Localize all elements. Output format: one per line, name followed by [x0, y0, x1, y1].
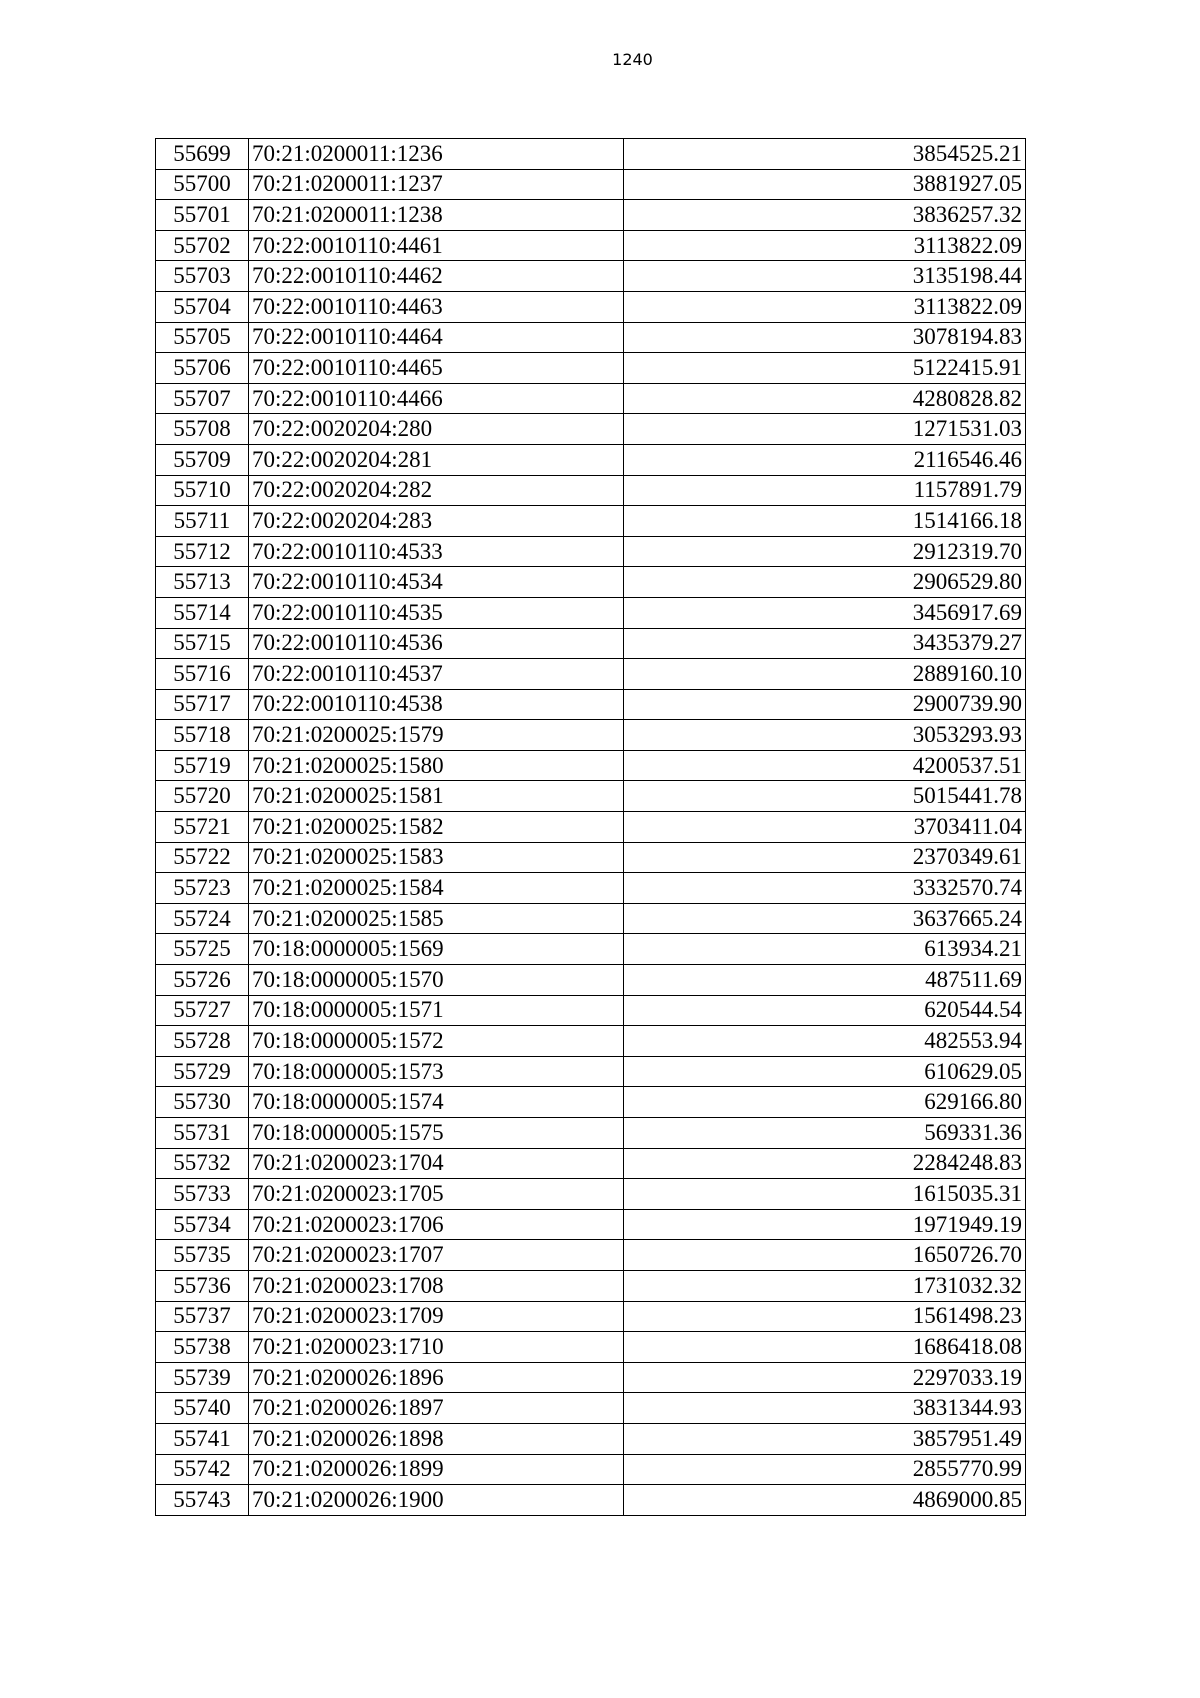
row-number-cell: 55735 — [156, 1240, 249, 1271]
row-number-cell: 55739 — [156, 1362, 249, 1393]
cadastral-number-cell: 70:21:0200025:1579 — [248, 720, 623, 751]
row-number-cell: 55725 — [156, 934, 249, 965]
table-row — [156, 169, 1026, 200]
cadastral-value-cell: 3053293.93 — [623, 720, 1025, 751]
cadastral-value-cell: 1971949.19 — [623, 1209, 1025, 1240]
cadastral-number-cell: 70:21:0200026:1898 — [248, 1423, 623, 1454]
row-number-cell: 55713 — [156, 567, 249, 598]
table-row — [156, 1240, 1026, 1271]
row-number-cell: 55731 — [156, 1118, 249, 1149]
cadastral-value-cell: 3435379.27 — [623, 628, 1025, 659]
cadastral-value-cell: 3637665.24 — [623, 903, 1025, 934]
table-row — [156, 536, 1026, 567]
table-row — [156, 1087, 1026, 1118]
cadastral-value-cell: 3113822.09 — [623, 291, 1025, 322]
table-row — [156, 506, 1026, 537]
cadastral-value-cell: 2889160.10 — [623, 659, 1025, 690]
table-row — [156, 1026, 1026, 1057]
cadastral-number-cell: 70:21:0200011:1237 — [248, 169, 623, 200]
cadastral-value-cell: 2906529.80 — [623, 567, 1025, 598]
row-number-cell: 55704 — [156, 291, 249, 322]
cadastral-number-cell: 70:18:0000005:1573 — [248, 1056, 623, 1087]
cadastral-number-cell: 70:21:0200025:1580 — [248, 750, 623, 781]
row-number-cell: 55726 — [156, 965, 249, 996]
cadastral-value-cell: 3854525.21 — [623, 139, 1025, 170]
cadastral-number-cell: 70:18:0000005:1574 — [248, 1087, 623, 1118]
page-number: 1240 — [612, 50, 653, 69]
cadastral-value-cell: 3857951.49 — [623, 1423, 1025, 1454]
table-row — [156, 353, 1026, 384]
cadastral-value-cell: 1650726.70 — [623, 1240, 1025, 1271]
cadastral-value-cell: 2370349.61 — [623, 842, 1025, 873]
cadastral-number-cell: 70:21:0200025:1582 — [248, 812, 623, 843]
cadastral-value-cell: 1271531.03 — [623, 414, 1025, 445]
table-row — [156, 1148, 1026, 1179]
row-number-cell: 55736 — [156, 1270, 249, 1301]
table-row — [156, 1209, 1026, 1240]
row-number-cell: 55705 — [156, 322, 249, 353]
row-number-cell: 55720 — [156, 781, 249, 812]
row-number-cell: 55734 — [156, 1209, 249, 1240]
cadastral-number-cell: 70:21:0200023:1709 — [248, 1301, 623, 1332]
row-number-cell: 55741 — [156, 1423, 249, 1454]
cadastral-number-cell: 70:22:0010110:4537 — [248, 659, 623, 690]
row-number-cell: 55700 — [156, 169, 249, 200]
cadastral-number-cell: 70:21:0200011:1238 — [248, 200, 623, 231]
cadastral-number-cell: 70:22:0010110:4466 — [248, 383, 623, 414]
row-number-cell: 55737 — [156, 1301, 249, 1332]
cadastral-value-cell: 2116546.46 — [623, 444, 1025, 475]
table-row — [156, 628, 1026, 659]
row-number-cell: 55732 — [156, 1148, 249, 1179]
cadastral-number-cell: 70:22:0010110:4463 — [248, 291, 623, 322]
table-row — [156, 1270, 1026, 1301]
cadastral-value-cell: 1514166.18 — [623, 506, 1025, 537]
row-number-cell: 55701 — [156, 200, 249, 231]
table-row — [156, 322, 1026, 353]
cadastral-value-cell: 629166.80 — [623, 1087, 1025, 1118]
cadastral-value-cell: 3456917.69 — [623, 597, 1025, 628]
cadastral-number-cell: 70:21:0200026:1896 — [248, 1362, 623, 1393]
cadastral-value-cell: 569331.36 — [623, 1118, 1025, 1149]
row-number-cell: 55706 — [156, 353, 249, 384]
cadastral-number-cell: 70:22:0010110:4462 — [248, 261, 623, 292]
table-row — [156, 659, 1026, 690]
table-row — [156, 230, 1026, 261]
row-number-cell: 55724 — [156, 903, 249, 934]
table-body — [156, 139, 1026, 1516]
row-number-cell: 55708 — [156, 414, 249, 445]
cadastral-number-cell: 70:21:0200026:1899 — [248, 1454, 623, 1485]
table-row — [156, 903, 1026, 934]
cadastral-number-cell: 70:21:0200025:1581 — [248, 781, 623, 812]
cadastral-number-cell: 70:22:0020204:281 — [248, 444, 623, 475]
cadastral-number-cell: 70:22:0010110:4538 — [248, 689, 623, 720]
table-row — [156, 200, 1026, 231]
row-number-cell: 55742 — [156, 1454, 249, 1485]
cadastral-value-cell: 4280828.82 — [623, 383, 1025, 414]
cadastral-value-cell: 4200537.51 — [623, 750, 1025, 781]
table-row — [156, 781, 1026, 812]
table-row — [156, 842, 1026, 873]
cadastral-number-cell: 70:22:0020204:282 — [248, 475, 623, 506]
cadastral-number-cell: 70:21:0200011:1236 — [248, 139, 623, 170]
row-number-cell: 55723 — [156, 873, 249, 904]
table-row — [156, 812, 1026, 843]
row-number-cell: 55699 — [156, 139, 249, 170]
table-row — [156, 291, 1026, 322]
cadastral-number-cell: 70:22:0010110:4464 — [248, 322, 623, 353]
cadastral-number-cell: 70:22:0020204:283 — [248, 506, 623, 537]
table-row — [156, 1454, 1026, 1485]
row-number-cell: 55743 — [156, 1485, 249, 1516]
cadastral-value-cell: 3831344.93 — [623, 1393, 1025, 1424]
row-number-cell: 55717 — [156, 689, 249, 720]
cadastral-number-cell: 70:22:0010110:4535 — [248, 597, 623, 628]
row-number-cell: 55721 — [156, 812, 249, 843]
cadastral-value-cell: 1731032.32 — [623, 1270, 1025, 1301]
cadastral-value-cell: 2900739.90 — [623, 689, 1025, 720]
table-row — [156, 750, 1026, 781]
row-number-cell: 55719 — [156, 750, 249, 781]
table-row — [156, 261, 1026, 292]
table-row — [156, 995, 1026, 1026]
row-number-cell: 55714 — [156, 597, 249, 628]
row-number-cell: 55730 — [156, 1087, 249, 1118]
cadastral-value-cell: 1561498.23 — [623, 1301, 1025, 1332]
cadastral-number-cell: 70:21:0200023:1704 — [248, 1148, 623, 1179]
row-number-cell: 55703 — [156, 261, 249, 292]
cadastral-value-cell: 2855770.99 — [623, 1454, 1025, 1485]
cadastral-number-cell: 70:21:0200025:1584 — [248, 873, 623, 904]
row-number-cell: 55727 — [156, 995, 249, 1026]
row-number-cell: 55738 — [156, 1332, 249, 1363]
cadastral-value-cell: 3881927.05 — [623, 169, 1025, 200]
table-row — [156, 1179, 1026, 1210]
cadastral-number-cell: 70:21:0200025:1583 — [248, 842, 623, 873]
table-row — [156, 567, 1026, 598]
row-number-cell: 55733 — [156, 1179, 249, 1210]
cadastral-number-cell: 70:18:0000005:1571 — [248, 995, 623, 1026]
table-row — [156, 1332, 1026, 1363]
table-row — [156, 1485, 1026, 1516]
table-row — [156, 720, 1026, 751]
table-row — [156, 1301, 1026, 1332]
cadastral-value-cell: 3332570.74 — [623, 873, 1025, 904]
table-row — [156, 597, 1026, 628]
cadastral-value-table — [155, 138, 1026, 1516]
cadastral-number-cell: 70:22:0010110:4461 — [248, 230, 623, 261]
cadastral-value-cell: 1615035.31 — [623, 1179, 1025, 1210]
cadastral-number-cell: 70:21:0200025:1585 — [248, 903, 623, 934]
cadastral-value-cell: 482553.94 — [623, 1026, 1025, 1057]
cadastral-number-cell: 70:22:0010110:4533 — [248, 536, 623, 567]
row-number-cell: 55729 — [156, 1056, 249, 1087]
row-number-cell: 55715 — [156, 628, 249, 659]
cadastral-value-cell: 3078194.83 — [623, 322, 1025, 353]
row-number-cell: 55716 — [156, 659, 249, 690]
table-row — [156, 1423, 1026, 1454]
table-row — [156, 475, 1026, 506]
row-number-cell: 55709 — [156, 444, 249, 475]
row-number-cell: 55707 — [156, 383, 249, 414]
cadastral-value-cell: 487511.69 — [623, 965, 1025, 996]
table-row — [156, 934, 1026, 965]
cadastral-value-cell: 613934.21 — [623, 934, 1025, 965]
cadastral-value-cell: 3113822.09 — [623, 230, 1025, 261]
cadastral-number-cell: 70:22:0010110:4465 — [248, 353, 623, 384]
table-row — [156, 414, 1026, 445]
cadastral-value-cell: 3135198.44 — [623, 261, 1025, 292]
cadastral-number-cell: 70:18:0000005:1575 — [248, 1118, 623, 1149]
cadastral-number-cell: 70:18:0000005:1570 — [248, 965, 623, 996]
cadastral-number-cell: 70:21:0200023:1705 — [248, 1179, 623, 1210]
cadastral-number-cell: 70:21:0200023:1710 — [248, 1332, 623, 1363]
cadastral-value-cell: 2912319.70 — [623, 536, 1025, 567]
cadastral-number-cell: 70:22:0020204:280 — [248, 414, 623, 445]
cadastral-number-cell: 70:22:0010110:4534 — [248, 567, 623, 598]
row-number-cell: 55718 — [156, 720, 249, 751]
cadastral-value-cell: 610629.05 — [623, 1056, 1025, 1087]
cadastral-value-cell: 3836257.32 — [623, 200, 1025, 231]
cadastral-value-cell: 3703411.04 — [623, 812, 1025, 843]
table-row — [156, 1118, 1026, 1149]
table-row — [156, 1393, 1026, 1424]
cadastral-number-cell: 70:22:0010110:4536 — [248, 628, 623, 659]
cadastral-number-cell: 70:21:0200023:1707 — [248, 1240, 623, 1271]
row-number-cell: 55712 — [156, 536, 249, 567]
cadastral-value-cell: 2284248.83 — [623, 1148, 1025, 1179]
cadastral-number-cell: 70:21:0200026:1897 — [248, 1393, 623, 1424]
cadastral-value-cell: 620544.54 — [623, 995, 1025, 1026]
table-row — [156, 139, 1026, 170]
cadastral-value-cell: 2297033.19 — [623, 1362, 1025, 1393]
cadastral-number-cell: 70:18:0000005:1569 — [248, 934, 623, 965]
cadastral-value-cell: 5122415.91 — [623, 353, 1025, 384]
table-row — [156, 1362, 1026, 1393]
table-row — [156, 689, 1026, 720]
row-number-cell: 55702 — [156, 230, 249, 261]
row-number-cell: 55728 — [156, 1026, 249, 1057]
cadastral-number-cell: 70:21:0200023:1708 — [248, 1270, 623, 1301]
cadastral-value-cell: 5015441.78 — [623, 781, 1025, 812]
row-number-cell: 55740 — [156, 1393, 249, 1424]
table-row — [156, 873, 1026, 904]
table-row — [156, 965, 1026, 996]
cadastral-value-cell: 4869000.85 — [623, 1485, 1025, 1516]
cadastral-value-cell: 1157891.79 — [623, 475, 1025, 506]
table-row — [156, 383, 1026, 414]
cadastral-number-cell: 70:21:0200023:1706 — [248, 1209, 623, 1240]
cadastral-value-cell: 1686418.08 — [623, 1332, 1025, 1363]
cadastral-number-cell: 70:18:0000005:1572 — [248, 1026, 623, 1057]
row-number-cell: 55710 — [156, 475, 249, 506]
row-number-cell: 55722 — [156, 842, 249, 873]
cadastral-number-cell: 70:21:0200026:1900 — [248, 1485, 623, 1516]
row-number-cell: 55711 — [156, 506, 249, 537]
table-row — [156, 444, 1026, 475]
table-row — [156, 1056, 1026, 1087]
